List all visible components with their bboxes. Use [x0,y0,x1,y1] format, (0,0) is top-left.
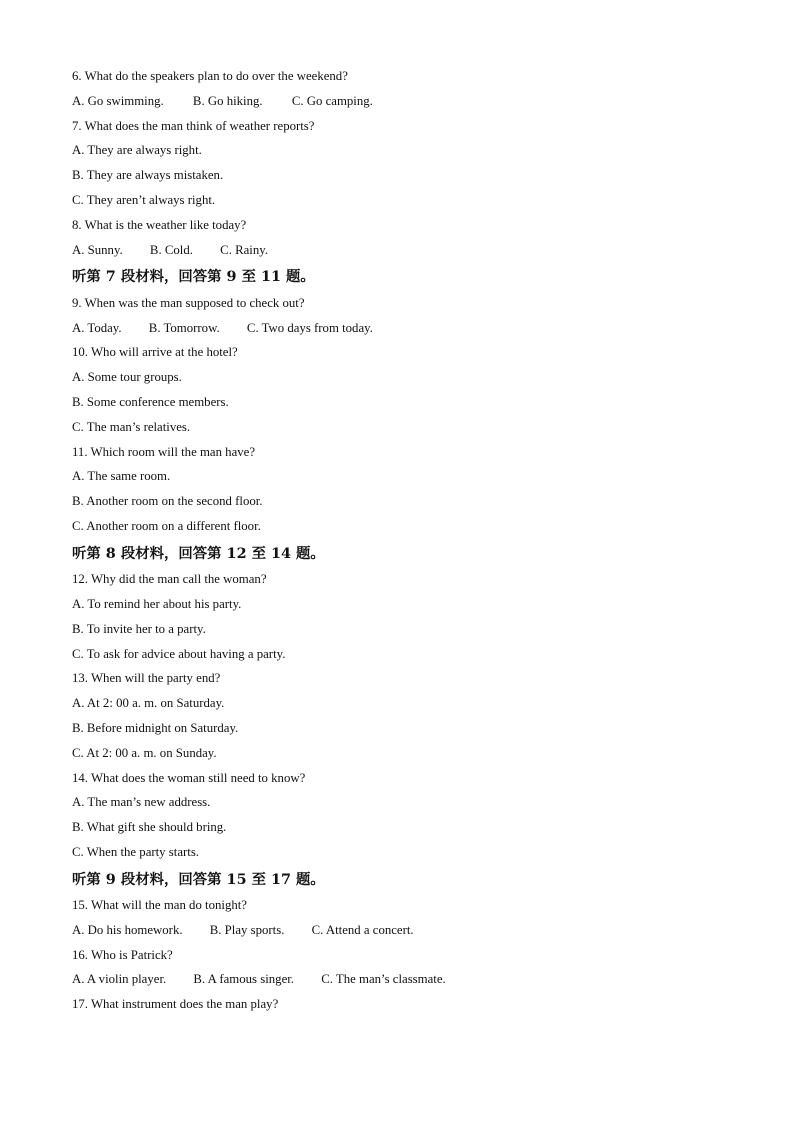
question-8: 8. What is the weather like today? [72,217,247,232]
question-17: 17. What instrument does the man play? [72,997,279,1012]
question-12: 12. Why did the man call the woman? [72,572,267,587]
option-13c: C. At 2: 00 a. m. on Sunday. [72,745,217,760]
option-12a: A. To remind her about his party. [72,596,242,611]
option-11c: C. Another room on a different floor. [72,518,261,533]
section-heading-8: 听第 8 段材料，回答第 12 至 14 题。 [72,544,325,562]
option-7b: B. They are always mistaken. [72,168,224,183]
option-10c: C. The man’s relatives. [72,419,191,434]
option-14b: B. What gift she should bring. [72,820,227,835]
option-13a: A. At 2: 00 a. m. on Saturday. [72,696,225,711]
option-7c: C. They aren’t always right. [72,192,216,207]
option-16a: A. A violin player. [72,972,167,987]
option-15b: B. Play sports. [209,922,285,937]
section-heading-7: 听第 7 段材料，回答第 9 至 11 题。 [72,268,315,286]
option-16c: C. The man’s classmate. [321,972,446,987]
option-14a: A. The man’s new address. [72,795,211,810]
option-14c: C. When the party starts. [72,844,199,859]
option-8c: C. Rainy. [220,242,269,257]
question-7: 7. What does the man think of weather reports? [72,118,315,133]
option-10a: A. Some tour groups. [72,370,182,385]
option-11b: B. Another room on the second floor. [72,494,263,509]
option-13b: B. Before midnight on Saturday. [72,720,239,735]
question-13: 13. When will the party end? [72,671,221,686]
option-9a: A. Today. [72,320,122,335]
question-15: 15. What will the man do tonight? [72,898,247,913]
option-15a: A. Do his homework. [72,922,183,937]
exam-page [72,64,732,1017]
question-10: 10. Who will arrive at the hotel? [72,345,238,360]
option-9c: C. Two days from today. [246,320,373,335]
section-heading-9: 听第 9 段材料，回答第 15 至 17 题。 [72,870,325,888]
option-6b: B. Go hiking. [192,93,263,108]
question-9: 9. When was the man supposed to check out? [72,295,305,310]
options-9 [72,316,732,341]
option-8b: B. Cold. [149,242,193,257]
question-16: 16. Who is Patrick? [72,947,173,962]
option-6a: A. Go swimming. [72,93,164,108]
options-6 [72,89,732,114]
option-8a: A. Sunny. [72,242,123,257]
option-10b: B. Some conference members. [72,394,229,409]
option-7a: A. They are always right. [72,143,202,158]
question-14: 14. What does the woman still need to know? [72,770,306,785]
options-16 [72,967,732,992]
option-15c: C. Attend a concert. [311,922,414,937]
option-6c: C. Go camping. [291,93,373,108]
question-11: 11. Which room will the man have? [72,444,256,459]
option-16b: B. A famous singer. [193,972,295,987]
option-12b: B. To invite her to a party. [72,621,206,636]
options-15 [72,918,732,943]
option-9b: B. Tomorrow. [148,320,220,335]
options-8 [72,238,732,263]
option-11a: A. The same room. [72,469,171,484]
option-12c: C. To ask for advice about having a party. [72,646,286,661]
question-6: 6. What do the speakers plan to do over the weekend? [72,69,348,83]
